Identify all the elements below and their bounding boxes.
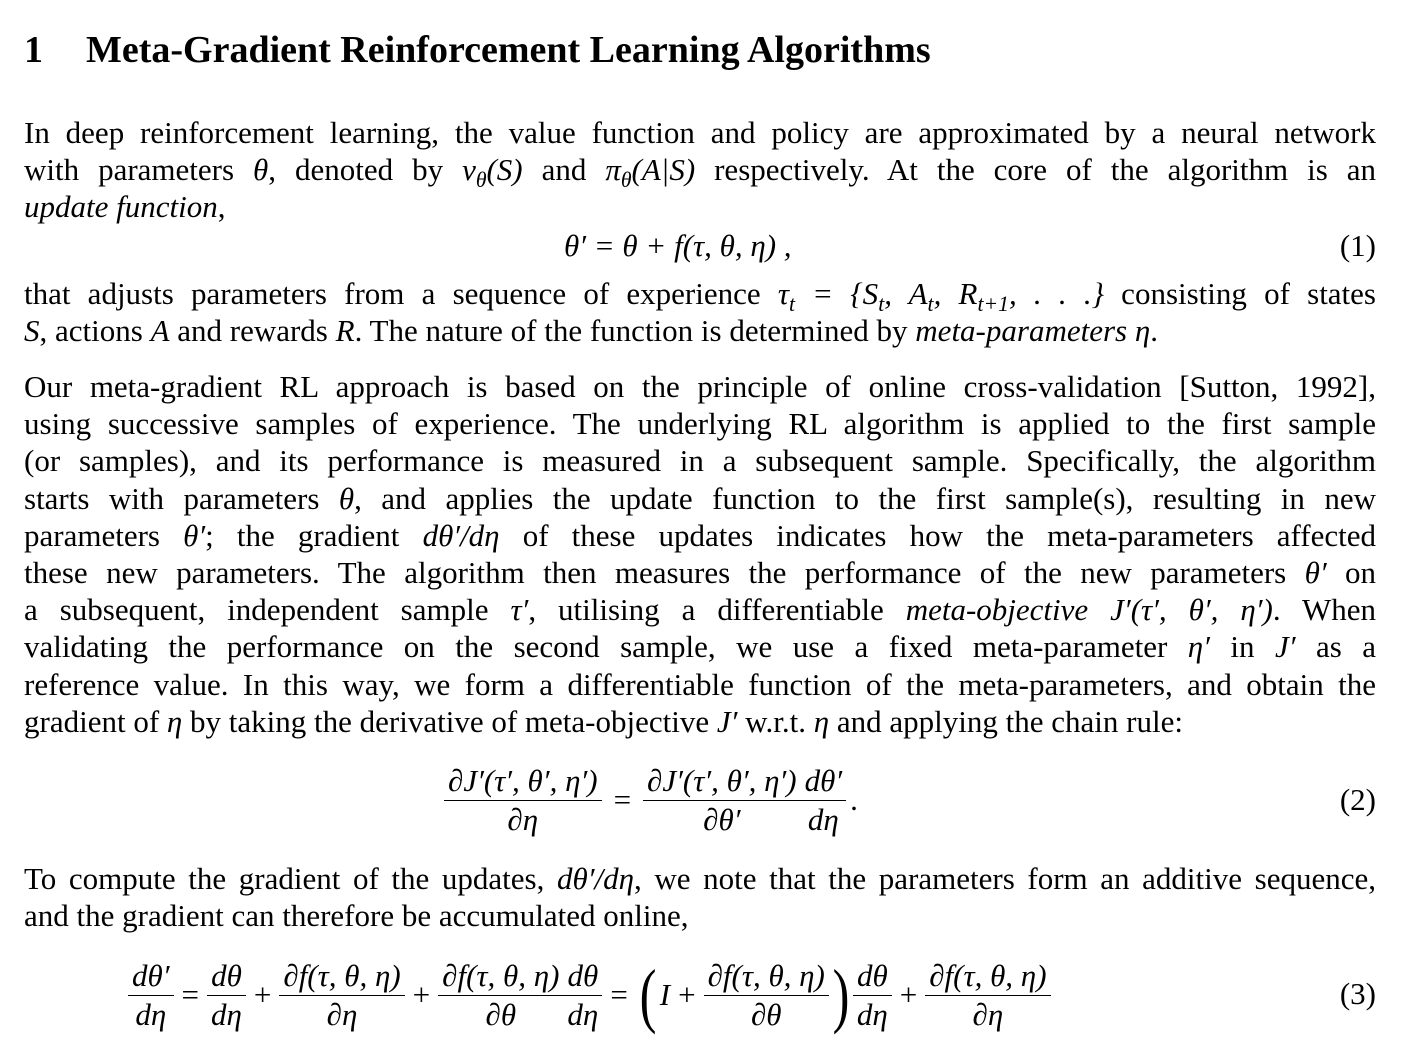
section-title: Meta-Gradient Reinforcement Learning Algorithms — [86, 29, 931, 71]
paragraph-3-line-2: using successive samples of experience. The underlying RL algorithm is applied to the first sample — [24, 406, 1376, 441]
paragraph-3-line-4: starts with parameters θ, and applies the update function to the first sample(s), resulting in new — [24, 481, 1376, 516]
equation-3-fraction-1: $\frac{d\theta'}{d\eta}$ — [128, 957, 174, 1034]
equation-2 — [24, 758, 1376, 842]
paragraph-3-line-5: parameters θ′; the gradient dθ′/dη of these updates indicates how the meta-parameters affected — [24, 518, 1376, 553]
equation-3-fraction-2: $\frac{d\theta}{d\eta}$ — [207, 957, 246, 1034]
paragraph-4-line-2: and the gradient can therefore be accumulated online, — [24, 898, 689, 933]
paragraph-3-line-10: gradient of η by taking the derivative of meta-objective J′ w.r.t. η and applying the chain rule: — [24, 704, 1183, 739]
equation-1 — [24, 226, 1376, 266]
equation-3-number: (3) — [1339, 976, 1376, 1011]
paragraph-3-line-8: validating the performance on the second sample, we use a fixed meta-parameter η′ in J′ as a — [24, 629, 1376, 664]
paragraph-1-line-2: with parameters θ, denoted by $v_\theta(S)$ and $\pi_\theta(A|S)$ respectively. At the core of the algorithm is an — [24, 152, 1377, 193]
equation-3-fraction-3: $\frac{\partial f(\tau, \theta, \eta)}{\partial\eta}$ — [279, 957, 404, 1034]
paragraph-4-line-1: To compute the gradient of the updates, dθ′/dη, we note that the parameters form an additive sequence, — [24, 861, 1376, 896]
paragraph-2-line-2: S, actions A and rewards R. The nature of the function is determined by meta-parameters η. — [24, 313, 1158, 348]
equation-3-fraction-4: $\frac{\partial f(\tau, \theta, \eta)}{\partial\theta}$ — [438, 957, 563, 1034]
equation-2-rhs-fraction-2: $\frac{d\theta'}{d\eta}$ — [801, 762, 847, 839]
section-heading — [24, 28, 931, 72]
paragraph-3-line-9: reference value. In this way, we form a differentiable function of the meta-parameters, and obtain the — [24, 667, 1376, 702]
section-number: 1 — [24, 29, 43, 71]
paragraph-3-line-7: a subsequent, independent sample τ′, utilising a differentiable meta-objective J′(τ′, θ′, η′). When — [24, 592, 1376, 627]
equation-1-number: (1) — [1339, 228, 1376, 263]
equation-3-equals-2: = — [610, 977, 628, 1012]
equation-3-plus-4: + — [899, 977, 918, 1012]
equation-2-rhs-fraction-1: $\frac{\partial J'(\tau', \theta', \eta')}{\partial\theta'}$ — [643, 762, 801, 839]
equation-3-left-paren: ( — [639, 955, 657, 1035]
equation-2-lhs-fraction: $\frac{\partial J'(\tau', \theta', \eta')}{\partial\eta}$ — [444, 762, 602, 839]
equation-3-body — [128, 952, 1051, 1038]
equation-3-fraction-5: $\frac{d\theta}{d\eta}$ — [563, 957, 602, 1034]
equation-3-fraction-8: $\frac{\partial f(\tau, \theta, \eta)}{\partial\eta}$ — [925, 957, 1050, 1034]
paragraph-2-line-1: that adjusts parameters from a sequence of experience $\tau_t = \{S_t$, $A_t$, $R_{t+1}$, . . .} consisting of states — [24, 276, 1376, 317]
paragraph-3-line-6: these new parameters. The algorithm then measures the performance of the new parameters θ′ on — [24, 555, 1376, 590]
equation-3-fraction-6: $\frac{\partial f(\tau, \theta, \eta)}{\partial\theta}$ — [704, 957, 829, 1034]
equation-3-right-paren: ) — [832, 955, 850, 1035]
equation-3-fraction-7: $\frac{d\theta}{d\eta}$ — [853, 957, 892, 1034]
equation-2-body — [444, 758, 870, 842]
equation-3-plus-2: + — [412, 977, 431, 1012]
equation-1-body: θ′ = θ + f(τ, θ, η) , — [564, 228, 792, 263]
paragraph-1-line-3: update function, — [24, 189, 226, 224]
equation-2-period: . — [850, 782, 858, 817]
equation-3-plus-1: + — [253, 977, 272, 1012]
paragraph-1-line-1: In deep reinforcement learning, the value function and policy are approximated by a neural network — [24, 115, 1376, 150]
paragraph-3-line-3: (or samples), and its performance is measured in a subsequent sample. Specifically, the algorithm — [24, 443, 1376, 478]
equation-3 — [24, 952, 1376, 1038]
equation-2-equals: = — [613, 782, 632, 817]
equation-3-identity: I — [659, 977, 671, 1012]
paragraph-3-line-1: Our meta-gradient RL approach is based on the principle of online cross-validation [Sutton, 1992], — [24, 369, 1376, 404]
equation-3-equals-1: = — [181, 977, 199, 1012]
equation-2-number: (2) — [1339, 782, 1376, 817]
equation-3-plus-3: + — [678, 977, 696, 1012]
